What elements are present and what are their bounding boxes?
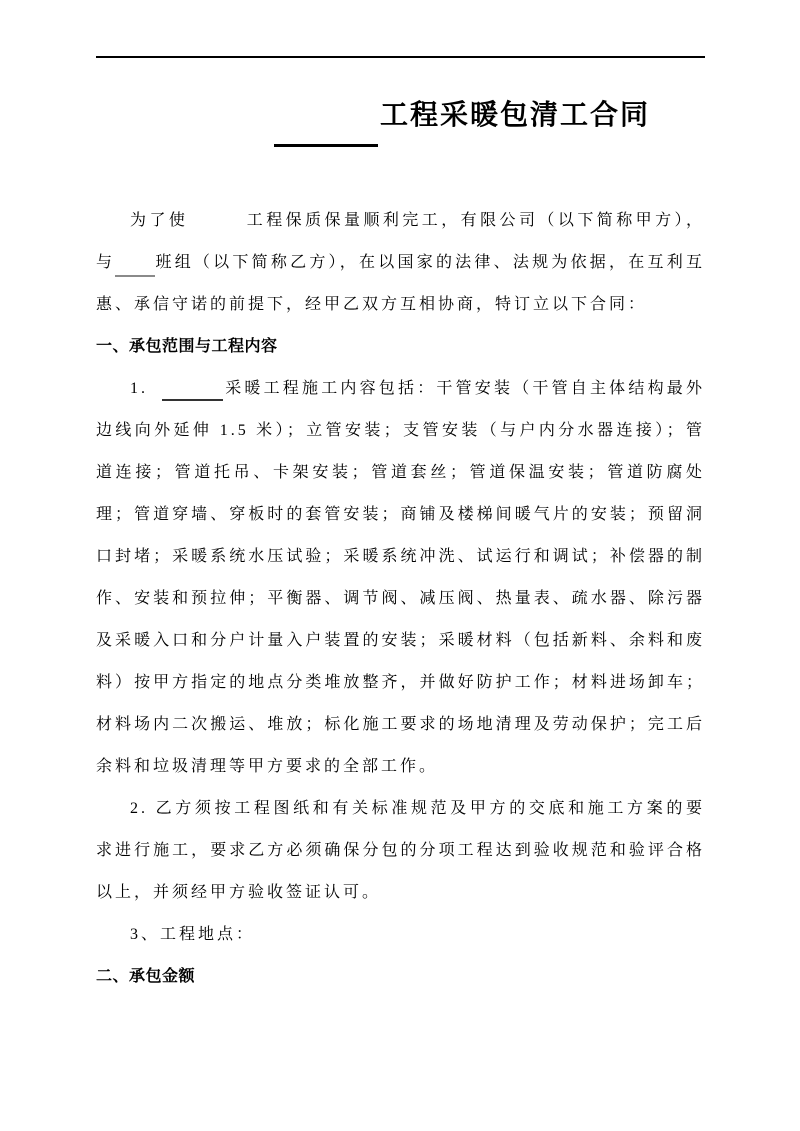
item1-paragraph <box>96 368 705 788</box>
document-title: 工程采暖包清工合同 <box>380 100 651 131</box>
section2-heading: 二、承包金额 <box>96 968 196 985</box>
item2-paragraph: 2. 乙方须按工程图纸和有关标准规范及甲方的交底和施工方案的要求进行施工，要求乙方必须确保分包的分项工程达到验收规范和验评合格以上，并须经甲方验收签证认可。 <box>96 800 705 901</box>
item1-text: 采暖工程施工内容包括：干管安装（干管自主体结构最外边线向外延伸 1.5 米）；立管安装；支管安装（与户内分水器连接）；管道连接；管道托吊、卡架安装；管道套丝；管道保温安装；管道防腐处理；管道穿墙、穿板时的套管安装；商铺及楼梯间暖气片的安装；预留洞口封堵；采暖系统水压试验；采暖系统冲洗、试运行和调试；补偿器的制作、安装和预拉伸；平衡器、调节阀、减压阀、热量表、疏水器、除污器及采暖入口和分户计量入户装置的安装；采暖材料（包括新料、余料和废料）按甲方指定的地点分类堆放整齐，并做好防护工作；材料进场卸车；材料场内二次搬运、堆放；标化施工要求的场地清理及劳动保护；完工后余料和垃圾清理等甲方要求的全部工作。 <box>96 380 705 775</box>
section1-heading: 一、承包范围与工程内容 <box>96 338 278 355</box>
header-rule <box>96 56 705 58</box>
intro-mid: 工程保质保量顺利完工，有限公司（以下简称甲方），与 <box>96 212 705 271</box>
title-row <box>96 94 705 138</box>
page-content <box>96 0 705 998</box>
intro-tail: 班组（以下简称乙方），在以国家的法律、法规为依据，在互利互惠、承信守诺的前提下，经甲乙双方互相协商，特订立以下合同： <box>96 254 705 313</box>
item3-paragraph: 3、工程地点： <box>130 926 256 943</box>
intro-lead: 为了使 <box>130 212 189 229</box>
intro-blank-team-name <box>115 275 155 277</box>
item1-number: 1. <box>130 380 148 397</box>
intro-paragraph <box>96 200 705 326</box>
item1-blank-underline <box>162 399 223 401</box>
title-blank-underline <box>274 144 378 147</box>
